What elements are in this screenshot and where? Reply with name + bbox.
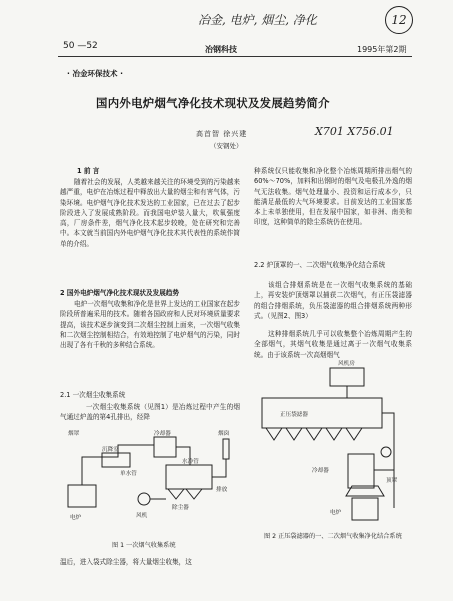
fig1-fan bbox=[138, 493, 150, 505]
fig1-label-chenjiang: 沉降室 bbox=[102, 447, 119, 453]
fig1-settling-chamber bbox=[102, 453, 130, 467]
figure-1-diagram bbox=[58, 425, 243, 533]
circle-number bbox=[385, 6, 413, 34]
handwritten-classification: X701 X756.01 bbox=[315, 125, 394, 138]
heading-2-2: 2.2 炉顶罩的一、二次烟气收集净化结合系统 bbox=[254, 261, 386, 269]
handwritten-keywords: 冶金, 电炉, 烟尘, 净化 bbox=[198, 13, 317, 27]
fig2-fan bbox=[381, 447, 391, 457]
issue-info: 1995年第2期 bbox=[357, 45, 407, 54]
figure-1-caption: 图 1 一次烟气收集系统 bbox=[112, 542, 176, 549]
fig1-label-yanzhao: 烟罩 bbox=[68, 431, 80, 437]
fig1-stack bbox=[223, 439, 229, 459]
fig2-furnace bbox=[352, 498, 378, 520]
fig1-label-shuileng: 水冷管 bbox=[182, 459, 199, 465]
header-rule bbox=[58, 56, 412, 57]
fig2-cooler bbox=[348, 454, 374, 488]
fig2-label-dianlu: 电炉 bbox=[330, 510, 342, 516]
section2-paragraph: 电炉一次烟气收集和净化是世界上发达的工业国家在起步阶段所普遍采用的技术。随着各国政府和人民对环境质量要求提高，该技术逐步演变到二次烟尘控制上面来，一次烟气收集和二次烟尘控制相结合，有效地控制了电炉烟气的污染，同时出现了各有千秋的多种结合系统。 bbox=[60, 300, 240, 350]
bottom-left-text: 温后，进入袋式除尘器，将大量烟尘收集，这 bbox=[60, 558, 192, 566]
fig1-label-danshui: 单水管 bbox=[120, 471, 137, 477]
section21-paragraph: 一次烟尘收集系统（见图1）是冶炼过程中产生的烟气通过炉盖的第4孔排出，经降 bbox=[60, 403, 240, 422]
affiliation: （安钢处） bbox=[210, 142, 243, 150]
figure-2-diagram bbox=[252, 358, 412, 528]
fig2-label-lengque: 冷却器 bbox=[312, 468, 329, 474]
heading-intro: 1 前 言 bbox=[77, 167, 100, 175]
fig1-cooler bbox=[154, 437, 176, 457]
article-title: 国内外电炉烟气净化技术现状及发展趋势简介 bbox=[96, 96, 330, 110]
fig1-label-dianlu: 电炉 bbox=[70, 515, 82, 521]
fig2-label-fengji: 风机房 bbox=[338, 361, 355, 367]
figure-2-caption: 图 2 正压袋滤器的一、二次烟气收集净化结合系统 bbox=[264, 533, 402, 540]
right-paragraph-3: 这种排烟系统几乎可以收集整个冶炼周期产生的全部烟气，其烟气收集是通过离于一次烟气收集系统。由于该系统一次高烟烟气 bbox=[254, 330, 412, 359]
fig2-label-yanzhao: 顶罩 bbox=[386, 478, 398, 484]
fig1-label-fengji: 风机 bbox=[136, 513, 148, 519]
authors: 高首智 徐兴建 bbox=[196, 130, 248, 138]
right-paragraph-2: 该组合排烟系统是在一次烟气收集系统的基础上，再安装炉顶烟罩以捕获二次烟气，有正压袋滤器的组合排烟系统，负压袋滤器的组合排烟系统两种形式。（见图2、图3） bbox=[254, 281, 412, 320]
fig2-label-zhengya: 正压袋滤器 bbox=[280, 412, 308, 418]
heading-section-2: 2 国外电炉烟气净化技术现状及发展趋势 bbox=[60, 289, 179, 297]
journal-name: 冶钢科技 bbox=[205, 45, 237, 54]
fig2-main-pipe bbox=[382, 413, 394, 508]
fig2-fan-house bbox=[330, 368, 364, 386]
fig1-label-yancong: 烟囱 bbox=[218, 431, 230, 437]
page-code: 50 —52 bbox=[63, 41, 98, 51]
fig1-hoppers bbox=[168, 489, 202, 499]
circle-number-text: 12 bbox=[391, 13, 407, 27]
intro-paragraph: 随着社会的发展，人类越来越关注的环境受到的污染越来越严重，电炉在冶炼过程中释放出大量的烟尘和有害气体，污染环境。电炉烟气净化技术发达的工业国家，已在过去了起步阶段进入了发展成熟阶段。而我国电炉装入量大，吹氧强度高，厂房条件差，烟气净化技术起步较晚，处在研究和完善中。本文就当前国内外电炉烟气净化技术其代表性的系统作简单的介绍。 bbox=[60, 178, 240, 248]
fig1-label-paifang: 排放 bbox=[216, 487, 228, 493]
fig1-baghouse bbox=[166, 465, 212, 489]
fig1-furnace bbox=[68, 485, 96, 507]
heading-2-1: 2.1 一次烟尘收集系统 bbox=[60, 391, 126, 399]
fig1-label-chuchen: 除尘器 bbox=[172, 505, 189, 511]
fig1-label-lengque: 冷却器 bbox=[154, 431, 171, 437]
right-paragraph-1: 种系统仅只能收集和净化整个冶炼周期所排出烟气的60%～70%，加料和出钢时的烟气及电极孔外逸的烟气无法收集。烟气处理量小、投资和运行成本少，只能满足最低的大气环境要求。目前发达的工业国家基本上未单独使用，但在发展中国家，如非洲、南美和印度，这种简单的除尘系统仍在使用。 bbox=[254, 167, 412, 227]
section-tag: · 冶金环保技术 · bbox=[67, 69, 123, 78]
fig2-hoppers bbox=[266, 428, 362, 440]
